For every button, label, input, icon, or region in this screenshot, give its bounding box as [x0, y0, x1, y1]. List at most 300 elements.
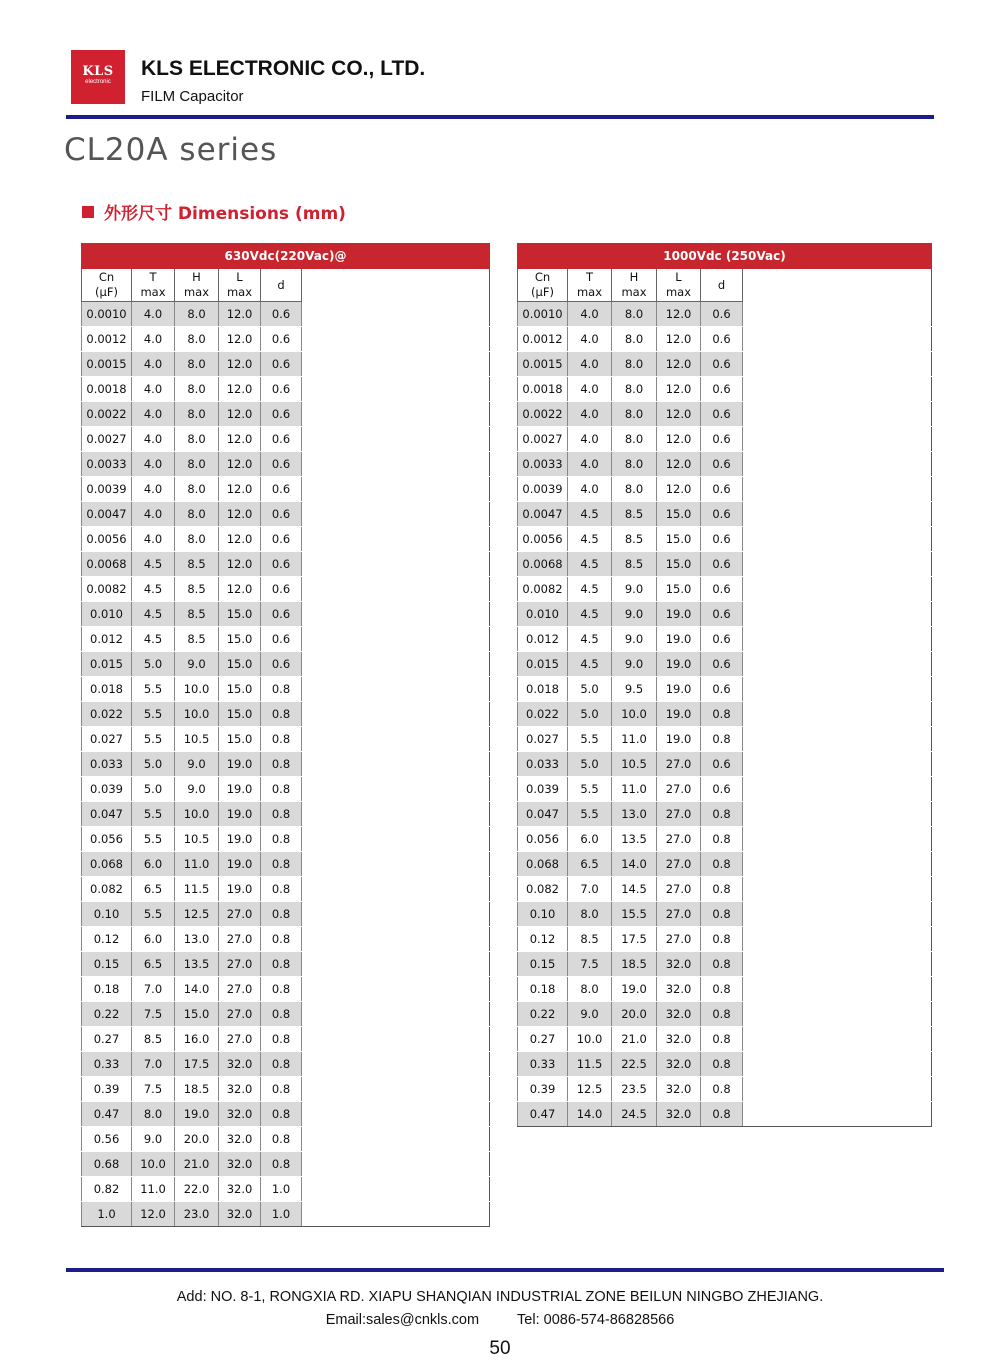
table-cell: 5.5: [132, 702, 175, 727]
table-cell: 0.6: [701, 377, 743, 402]
table-row: [82, 727, 490, 752]
table-cell: 8.0: [175, 527, 219, 552]
table-cell: 0.0068: [82, 552, 132, 577]
table-cell: 0.022: [518, 702, 568, 727]
column-header-sublabel: (μF): [95, 285, 118, 299]
table-cell: 0.039: [518, 777, 568, 802]
table-cell: 0.8: [261, 777, 302, 802]
table-cell: 0.0047: [518, 502, 568, 527]
table-cell: 5.5: [132, 802, 175, 827]
table-row: [518, 577, 932, 602]
table-cell: 4.0: [132, 527, 175, 552]
table-cell: 10.5: [612, 752, 657, 777]
table-row: [518, 327, 932, 352]
table-cell: 8.0: [175, 327, 219, 352]
table-cell: 32.0: [657, 977, 701, 1002]
blank-cell: [743, 1002, 932, 1027]
table-cell: 0.0068: [518, 552, 568, 577]
table-cell: 0.10: [82, 902, 132, 927]
table-cell: 5.0: [132, 777, 175, 802]
table-cell: 0.8: [701, 927, 743, 952]
column-header-sublabel: max: [183, 285, 210, 299]
table-cell: 32.0: [219, 1102, 261, 1127]
table-cell: 15.0: [175, 1002, 219, 1027]
table-cell: 0.68: [82, 1152, 132, 1177]
table-cell: 0.6: [701, 302, 743, 327]
table-row: [518, 552, 932, 577]
table-cell: 14.5: [612, 877, 657, 902]
table-row: [82, 427, 490, 452]
table-cell: 0.0027: [518, 427, 568, 452]
table-cell: 6.5: [132, 952, 175, 977]
table-cell: 7.5: [132, 1077, 175, 1102]
column-header-label: H: [192, 270, 201, 284]
blank-cell: [302, 927, 490, 952]
table-cell: 16.0: [175, 1027, 219, 1052]
footer-email[interactable]: Email:sales@cnkls.com: [325, 1312, 480, 1328]
table-cell: 4.5: [132, 627, 175, 652]
blank-cell: [302, 527, 490, 552]
table-cell: 5.0: [132, 752, 175, 777]
table-cell: 0.47: [82, 1102, 132, 1127]
table-row: [518, 802, 932, 827]
table-cell: 0.6: [261, 302, 302, 327]
table-cell: 5.5: [568, 802, 612, 827]
table-cell: 4.0: [132, 477, 175, 502]
table-row: [518, 977, 932, 1002]
table-cell: 0.27: [82, 1027, 132, 1052]
table-cell: 8.5: [175, 577, 219, 602]
table-row: [518, 502, 932, 527]
table-row: [82, 952, 490, 977]
table-cell: 12.0: [657, 477, 701, 502]
table-cell: 18.5: [612, 952, 657, 977]
table-row: [82, 777, 490, 802]
table-cell: 8.0: [175, 502, 219, 527]
table-cell: 9.0: [132, 1127, 175, 1152]
blank-cell: [743, 352, 932, 377]
table-cell: 0.8: [261, 827, 302, 852]
table-cell: 7.0: [132, 977, 175, 1002]
section-heading-text: 外形尺寸 Dimensions (mm): [104, 204, 346, 224]
table-row: [518, 1002, 932, 1027]
table-cell: 5.0: [568, 752, 612, 777]
table-cell: 4.0: [132, 377, 175, 402]
column-header-sublabel: max: [665, 285, 692, 299]
blank-cell: [302, 952, 490, 977]
table-cell: 0.8: [261, 952, 302, 977]
table-cell: 18.5: [175, 1077, 219, 1102]
table-row: [82, 1002, 490, 1027]
table-cell: 0.8: [701, 1027, 743, 1052]
table-row: [82, 927, 490, 952]
table-row: [82, 877, 490, 902]
table-cell: 13.0: [612, 802, 657, 827]
column-header: [568, 269, 612, 302]
table-row: [518, 927, 932, 952]
column-header-sublabel: max: [621, 285, 647, 299]
blank-cell: [302, 1077, 490, 1102]
table-row: [518, 852, 932, 877]
table-cell: 0.082: [518, 877, 568, 902]
table-cell: 12.0: [219, 402, 261, 427]
table-cell: 0.15: [82, 952, 132, 977]
table-cell: 19.0: [219, 852, 261, 877]
table-cell: 12.0: [657, 402, 701, 427]
blank-cell: [302, 302, 490, 327]
table-cell: 4.0: [132, 352, 175, 377]
table-cell: 4.0: [132, 402, 175, 427]
table-cell: 0.0082: [82, 577, 132, 602]
table-cell: 15.0: [219, 702, 261, 727]
table-row: [518, 1102, 932, 1127]
table-cell: 0.8: [261, 1052, 302, 1077]
blank-cell: [302, 877, 490, 902]
table-row: [518, 677, 932, 702]
table-header-row: [82, 269, 490, 302]
column-header-label: Cn: [98, 270, 115, 284]
table-cell: 27.0: [219, 952, 261, 977]
table-cell: 20.0: [175, 1127, 219, 1152]
table-row: [82, 902, 490, 927]
table-cell: 32.0: [657, 1027, 701, 1052]
blank-cell: [302, 727, 490, 752]
table-cell: 0.6: [701, 477, 743, 502]
table-cell: 19.0: [219, 877, 261, 902]
table-cell: 12.0: [657, 327, 701, 352]
blank-header-cell: [302, 269, 490, 302]
table-cell: 24.5: [612, 1102, 657, 1127]
table-cell: 8.0: [568, 902, 612, 927]
footer-contact: [0, 1312, 1000, 1328]
table-cell: 0.47: [518, 1102, 568, 1127]
table-cell: 8.0: [612, 452, 657, 477]
table-cell: 0.0027: [82, 427, 132, 452]
blank-cell: [743, 1052, 932, 1077]
table-cell: 0.8: [701, 952, 743, 977]
table-cell: 0.6: [261, 502, 302, 527]
table-row: [518, 652, 932, 677]
table-cell: 0.033: [518, 752, 568, 777]
table-cell: 6.0: [132, 927, 175, 952]
table-row: [518, 377, 932, 402]
table-cell: 4.0: [132, 327, 175, 352]
table-cell: 4.0: [132, 452, 175, 477]
table-cell: 21.0: [612, 1027, 657, 1052]
table-cell: 0.39: [518, 1077, 568, 1102]
table-cell: 0.10: [518, 902, 568, 927]
table-cell: 0.18: [82, 977, 132, 1002]
table-cell: 32.0: [219, 1177, 261, 1202]
table-cell: 0.015: [518, 652, 568, 677]
table-cell: 4.0: [568, 327, 612, 352]
table-cell: 27.0: [657, 902, 701, 927]
table-cell: 4.0: [568, 302, 612, 327]
column-header: [261, 269, 302, 302]
table-cell: 1.0: [261, 1177, 302, 1202]
table-cell: 0.33: [82, 1052, 132, 1077]
table-cell: 15.0: [219, 627, 261, 652]
table-cell: 0.6: [701, 752, 743, 777]
table-row: [518, 952, 932, 977]
table-cell: 32.0: [657, 1102, 701, 1127]
table-cell: 11.0: [612, 777, 657, 802]
table-title: 1000Vdc (250Vac): [518, 244, 932, 269]
table-cell: 10.0: [175, 677, 219, 702]
table-cell: 0.6: [261, 602, 302, 627]
table-cell: 13.5: [612, 827, 657, 852]
table-cell: 5.0: [132, 652, 175, 677]
table-cell: 9.0: [175, 752, 219, 777]
table-cell: 4.0: [132, 427, 175, 452]
table-cell: 32.0: [657, 952, 701, 977]
table-cell: 12.0: [219, 477, 261, 502]
table-cell: 15.0: [219, 652, 261, 677]
blank-cell: [743, 452, 932, 477]
table-cell: 12.0: [219, 552, 261, 577]
table-body: [518, 302, 932, 1127]
table-row: [518, 902, 932, 927]
table-row: [82, 1152, 490, 1177]
table-cell: 0.039: [82, 777, 132, 802]
table-row: [518, 877, 932, 902]
table-cell: 11.0: [612, 727, 657, 752]
table-cell: 12.0: [657, 352, 701, 377]
column-header-label: Cn: [534, 270, 551, 284]
table-cell: 0.0022: [518, 402, 568, 427]
blank-cell: [743, 777, 932, 802]
table-cell: 0.82: [82, 1177, 132, 1202]
table-cell: 15.0: [219, 677, 261, 702]
column-header-sublabel: max: [576, 285, 603, 299]
blank-cell: [302, 1152, 490, 1177]
table-cell: 32.0: [219, 1152, 261, 1177]
table-cell: 8.0: [612, 352, 657, 377]
blank-cell: [743, 1077, 932, 1102]
table-cell: 0.8: [701, 1077, 743, 1102]
blank-cell: [302, 427, 490, 452]
table-cell: 0.0039: [82, 477, 132, 502]
table-cell: 0.8: [701, 902, 743, 927]
table-cell: 0.8: [701, 702, 743, 727]
table-cell: 13.5: [175, 952, 219, 977]
table-cell: 27.0: [657, 777, 701, 802]
table-row: [82, 527, 490, 552]
table-row: [518, 602, 932, 627]
table-cell: 0.0033: [82, 452, 132, 477]
blank-cell: [743, 502, 932, 527]
table-cell: 14.0: [568, 1102, 612, 1127]
table-cell: 8.0: [175, 352, 219, 377]
table-cell: 0.6: [701, 577, 743, 602]
blank-cell: [743, 602, 932, 627]
table-cell: 0.082: [82, 877, 132, 902]
table-cell: 6.0: [132, 852, 175, 877]
table-row: [518, 1027, 932, 1052]
blank-cell: [743, 652, 932, 677]
table-cell: 0.022: [82, 702, 132, 727]
table-row: [82, 352, 490, 377]
table-cell: 0.6: [261, 402, 302, 427]
table-cell: 5.5: [568, 777, 612, 802]
table-cell: 21.0: [175, 1152, 219, 1177]
table-cell: 8.5: [612, 552, 657, 577]
table-cell: 0.8: [701, 1102, 743, 1127]
table-cell: 7.5: [132, 1002, 175, 1027]
table-cell: 5.5: [132, 677, 175, 702]
table-cell: 20.0: [612, 1002, 657, 1027]
table-cell: 4.5: [568, 502, 612, 527]
column-header-sublabel: max: [226, 285, 253, 299]
column-header: [175, 269, 219, 302]
table-cell: 0.018: [518, 677, 568, 702]
table-cell: 0.8: [261, 802, 302, 827]
footer-address: Add: NO. 8-1, RONGXIA RD. XIAPU SHANQIAN INDUSTRIAL ZONE BEILUN NINGBO ZHEJIANG.: [176, 1289, 824, 1305]
blank-cell: [302, 602, 490, 627]
table-cell: 0.8: [261, 1002, 302, 1027]
table-cell: 17.5: [175, 1052, 219, 1077]
table-cell: 7.5: [568, 952, 612, 977]
table-cell: 19.0: [657, 727, 701, 752]
blank-cell: [302, 1127, 490, 1152]
table-cell: 0.18: [518, 977, 568, 1002]
blank-cell: [743, 702, 932, 727]
page-title: CL20A series: [64, 132, 278, 168]
table-cell: 27.0: [657, 827, 701, 852]
table-row: [518, 1052, 932, 1077]
table-cell: 8.5: [132, 1027, 175, 1052]
blank-cell: [743, 752, 932, 777]
table-cell: 4.0: [568, 352, 612, 377]
table-cell: 13.0: [175, 927, 219, 952]
table-cell: 8.0: [175, 402, 219, 427]
table-cell: 0.6: [701, 602, 743, 627]
table-cell: 7.0: [568, 877, 612, 902]
table-cell: 0.6: [261, 377, 302, 402]
table-cell: 22.0: [175, 1177, 219, 1202]
blank-cell: [743, 377, 932, 402]
table-cell: 4.5: [132, 602, 175, 627]
table-cell: 0.8: [701, 1002, 743, 1027]
table-cell: 4.5: [568, 527, 612, 552]
table-cell: 12.0: [657, 427, 701, 452]
table-cell: 0.0012: [82, 327, 132, 352]
table-cell: 0.0056: [82, 527, 132, 552]
blank-cell: [302, 477, 490, 502]
logo-text: KLS: [82, 64, 114, 79]
table-cell: 0.8: [261, 1077, 302, 1102]
table-cell: 8.0: [175, 302, 219, 327]
blank-cell: [302, 902, 490, 927]
table-row: [82, 602, 490, 627]
table-cell: 1.0: [82, 1202, 132, 1227]
table-row: [518, 402, 932, 427]
blank-cell: [743, 827, 932, 852]
table-cell: 0.8: [261, 1027, 302, 1052]
table-cell: 12.0: [657, 302, 701, 327]
column-header-label: H: [629, 270, 639, 284]
table-cell: 0.0047: [82, 502, 132, 527]
table-cell: 0.027: [82, 727, 132, 752]
table-cell: 17.5: [612, 927, 657, 952]
table-row: [518, 302, 932, 327]
table-cell: 0.056: [82, 827, 132, 852]
blank-cell: [302, 1052, 490, 1077]
table-cell: 19.0: [612, 977, 657, 1002]
table-cell: 27.0: [657, 752, 701, 777]
blank-cell: [302, 827, 490, 852]
table-row: [82, 1027, 490, 1052]
table-cell: 4.0: [568, 452, 612, 477]
table-cell: 6.0: [568, 827, 612, 852]
table-cell: 10.0: [612, 702, 657, 727]
table-cell: 10.0: [132, 1152, 175, 1177]
table-cell: 0.6: [701, 777, 743, 802]
table-cell: 12.0: [657, 377, 701, 402]
table-row: [82, 327, 490, 352]
table-cell: 8.0: [175, 427, 219, 452]
square-bullet-icon: [82, 206, 94, 218]
table-cell: 32.0: [219, 1077, 261, 1102]
blank-cell: [743, 977, 932, 1002]
table-cell: 8.0: [175, 377, 219, 402]
table-cell: 0.027: [518, 727, 568, 752]
table-row: [82, 677, 490, 702]
column-header: [701, 269, 743, 302]
company-name: KLS ELECTRONIC CO., LTD.: [141, 57, 426, 80]
blank-cell: [743, 627, 932, 652]
blank-cell: [743, 577, 932, 602]
table-cell: 12.0: [219, 377, 261, 402]
table-cell: 11.0: [175, 852, 219, 877]
column-header: [219, 269, 261, 302]
table-cell: 0.15: [518, 952, 568, 977]
table-cell: 0.6: [701, 502, 743, 527]
blank-cell: [302, 327, 490, 352]
table-cell: 7.0: [132, 1052, 175, 1077]
table-header-row: [518, 269, 932, 302]
blank-cell: [302, 802, 490, 827]
table-cell: 9.0: [568, 1002, 612, 1027]
table-row: [82, 802, 490, 827]
blank-cell: [743, 402, 932, 427]
table-cell: 0.6: [701, 677, 743, 702]
product-category: FILM Capacitor: [141, 88, 244, 105]
table-cell: 0.6: [261, 577, 302, 602]
table-cell: 12.5: [568, 1077, 612, 1102]
blank-cell: [302, 1102, 490, 1127]
column-header-label: T: [585, 270, 594, 284]
table-cell: 32.0: [219, 1202, 261, 1227]
table-cell: 19.0: [219, 752, 261, 777]
blank-cell: [743, 527, 932, 552]
table-cell: 5.5: [568, 727, 612, 752]
blank-cell: [302, 677, 490, 702]
table-cell: 9.0: [612, 602, 657, 627]
table-cell: 0.0033: [518, 452, 568, 477]
table-cell: 0.068: [82, 852, 132, 877]
blank-cell: [743, 927, 932, 952]
table-cell: 12.0: [219, 527, 261, 552]
table-cell: 8.5: [175, 552, 219, 577]
table-cell: 8.0: [612, 302, 657, 327]
table-cell: 0.033: [82, 752, 132, 777]
table-cell: 4.5: [568, 627, 612, 652]
table-cell: 0.12: [518, 927, 568, 952]
blank-cell: [302, 652, 490, 677]
table-cell: 5.0: [568, 677, 612, 702]
table-cell: 19.0: [219, 802, 261, 827]
